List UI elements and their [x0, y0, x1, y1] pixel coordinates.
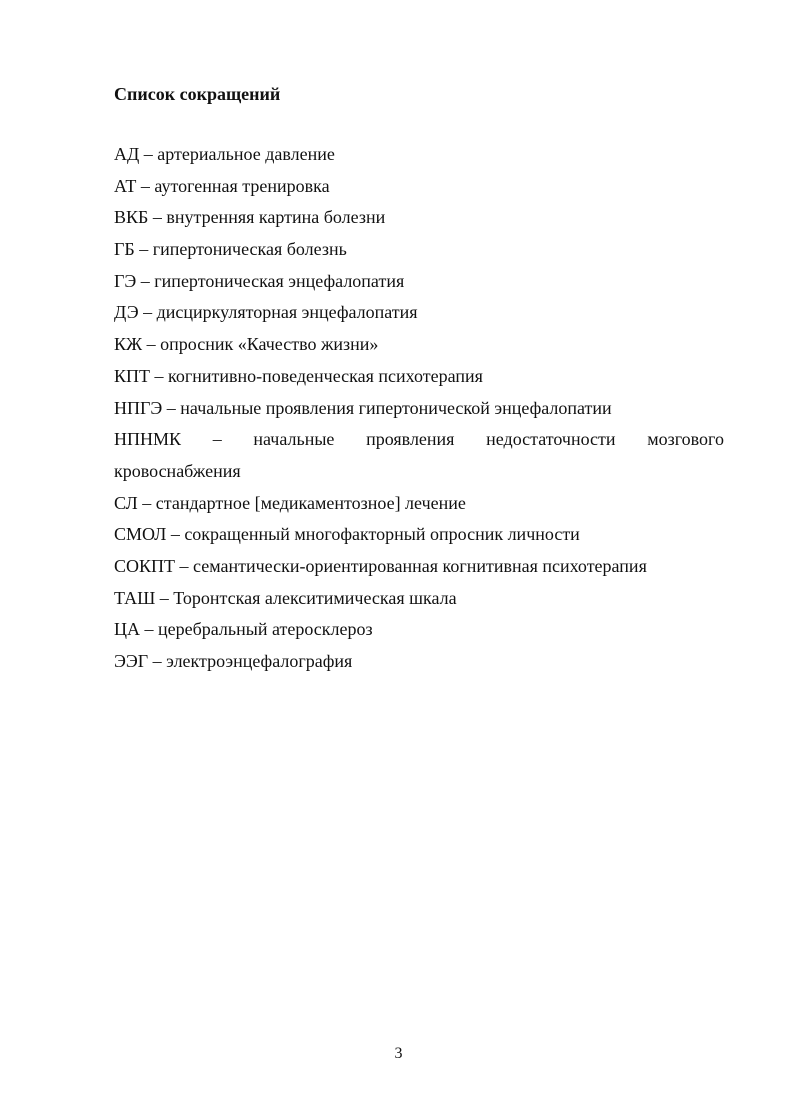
list-item: ТАШ – Торонтская алекситимическая шкала	[114, 587, 457, 608]
list-item: СМОЛ – сокращенный многофакторный опросник личности	[114, 524, 580, 545]
list-item: НПГЭ – начальные проявления гипертонической энцефалопатии	[114, 397, 612, 418]
list-item: НПНМК – начальные проявления недостаточности мозгового	[114, 429, 724, 450]
list-item-continuation: кровоснабжения	[114, 460, 241, 481]
list-item: СЛ – стандартное [медикаментозное] лечение	[114, 492, 466, 513]
list-item: ГЭ – гипертоническая энцефалопатия	[114, 270, 405, 291]
list-item: АТ – аутогенная тренировка	[114, 175, 330, 196]
list-item: ЦА – церебральный атеросклероз	[114, 619, 373, 640]
list-item: КЖ – опросник «Качество жизни»	[114, 334, 379, 355]
list-item: АД – артериальное давление	[114, 144, 335, 164]
list-item: ЭЭГ – электроэнцефалография	[114, 651, 353, 671]
list-item: СОКПТ – семантически-ориентированная когнитивная психотерапия	[114, 555, 647, 576]
page-title: Список сокращений	[114, 84, 281, 104]
page-number: 3	[394, 1045, 403, 1062]
list-item: КПТ – когнитивно-поведенческая психотерапия	[114, 365, 483, 386]
list-item: ВКБ – внутренняя картина болезни	[114, 207, 386, 228]
list-item: ГБ – гипертоническая болезнь	[114, 239, 347, 260]
list-item: ДЭ – дисциркуляторная энцефалопатия	[114, 302, 418, 323]
abbreviation-list	[114, 139, 724, 678]
